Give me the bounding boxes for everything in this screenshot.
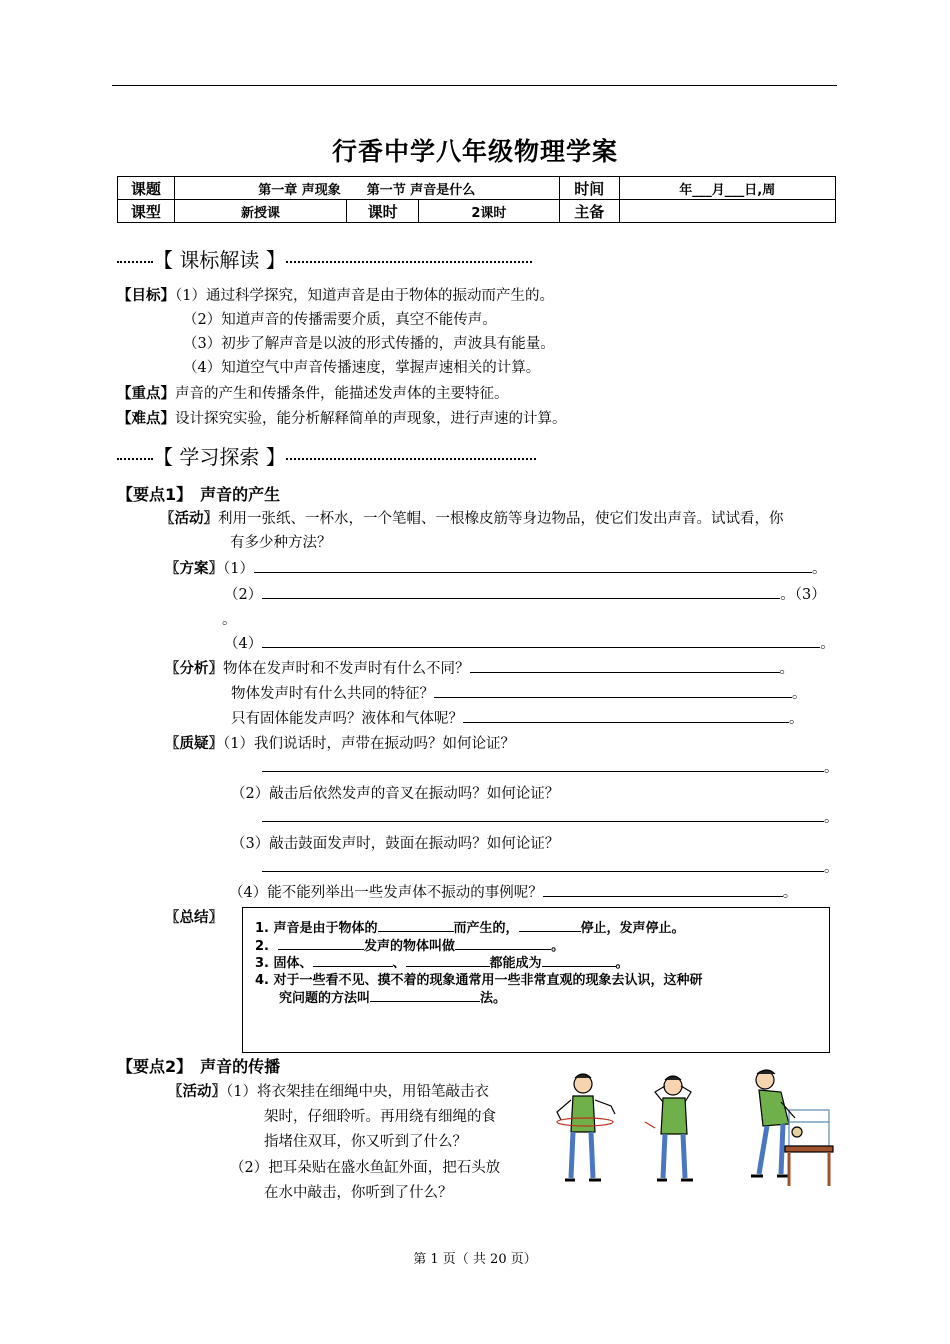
section-header-2	[117, 441, 536, 470]
label-hours: 课时	[347, 200, 419, 223]
analysis-2: 物体发声时有什么共同的特征？	[231, 686, 434, 702]
summary-line-5: 究问题的方法叫 法。	[279, 987, 506, 1006]
lesson-info-table	[117, 176, 836, 223]
goal-4: （4）知道空气中声音传播速度，掌握声速相关的计算。	[183, 360, 541, 376]
analysis-3-blank[interactable]	[463, 708, 789, 723]
listening-experiment-illustration	[545, 1062, 835, 1192]
plan-2-blank[interactable]	[262, 584, 780, 599]
label-time: 时间	[559, 177, 619, 200]
label-lead: 主备	[559, 200, 619, 223]
section-title-1: 【 课标解读 】	[153, 248, 286, 272]
label-activity-2: 〖活动〗	[168, 1084, 226, 1100]
goal-1: （1）通过科学探究，知道声音是由于物体的振动而产生的。	[175, 288, 554, 304]
hours-value: 2课时	[418, 200, 559, 223]
label-plan: 〖方案〗	[165, 561, 223, 577]
analysis-1-blank[interactable]	[470, 658, 780, 673]
question-2-blank[interactable]	[262, 807, 824, 822]
section-title-2: 【 学习探索 】	[153, 445, 286, 469]
activity-1-line-2: 有多少种方法？	[230, 535, 332, 551]
label-hard: 【难点】	[117, 411, 175, 427]
plan-2: （2）	[224, 587, 263, 603]
summary-line-2: 2. 发声的物体叫做 。	[255, 935, 564, 954]
label-key: 【重点】	[117, 386, 175, 402]
analysis-2-blank[interactable]	[434, 683, 792, 698]
topic-value: 第一章 声现象 第一节 声音是什么	[174, 177, 559, 200]
page-title: 行香中学八年级物理学案	[331, 137, 618, 166]
summary-line-1: 1. 声音是由于物体的 而产生的， 停止，发声停止。	[255, 917, 685, 936]
question-3-blank[interactable]	[262, 857, 824, 872]
plan-4: （4）	[224, 636, 263, 652]
page-footer: 第 1 页（ 共 20 页）	[413, 1252, 537, 1267]
question-1-blank[interactable]	[262, 757, 824, 772]
plan-4-blank[interactable]	[262, 633, 820, 648]
question-4-blank[interactable]	[543, 882, 783, 897]
point-2-heading: 【要点2】 声音的传播	[117, 1057, 281, 1076]
question-1: （1）我们说话时，声带在振动吗？如何论证？	[223, 736, 515, 752]
hard-point: 设计探究实验，能分析解释简单的声现象，进行声速的计算。	[175, 411, 567, 427]
activity-2-line-1: （1）将衣架挂在细绳中央，用铅笔敲击衣	[226, 1084, 489, 1100]
plan-3-period: 。	[222, 612, 237, 628]
analysis-3: 只有固体能发声吗？液体和气体呢？	[231, 711, 463, 727]
activity-2-line-4: （2）把耳朵贴在盛水鱼缸外面，把石头放	[230, 1160, 501, 1176]
summary-box	[242, 907, 830, 1053]
summary-line-4: 4. 对于一些看不见、摸不着的现象通常用一些非常直观的现象去认识，这种研	[255, 973, 703, 988]
header-rule	[112, 85, 837, 86]
label-summary: 〖总结〗	[165, 910, 223, 926]
activity-2-line-2: 架时，仔细聆听。再用绕有细绳的食	[264, 1109, 496, 1125]
plan-1-blank[interactable]	[254, 558, 812, 573]
label-topic: 课题	[118, 177, 175, 200]
section-header-1	[117, 244, 532, 273]
lead-value	[619, 200, 835, 223]
plan-3: 。（3）	[780, 587, 826, 603]
activity-2-line-3: 指堵住双耳，你又听到了什么？	[264, 1134, 467, 1150]
summary-line-3: 3. 固体、 、 都能成为 。	[255, 952, 629, 971]
time-value: 年___月___日,周	[619, 177, 835, 200]
question-2: （2）敲击后依然发声的音叉在振动吗？如何论证？	[231, 786, 560, 802]
question-3: （3）敲击鼓面发声时，鼓面在振动吗？如何论证？	[231, 836, 560, 852]
goal-3: （3）初步了解声音是以波的形式传播的，声波具有能量。	[183, 336, 555, 352]
label-type: 课型	[118, 200, 175, 223]
point-1-heading: 【要点1】 声音的产生	[117, 485, 281, 504]
label-question: 〖质疑〗	[165, 736, 223, 752]
activity-1-line-1: 利用一张纸、一杯水，一个笔帽、一根橡皮筋等身边物品，使它们发出声音。试试看，你	[218, 511, 784, 527]
label-activity-1: 〖活动〗	[160, 511, 218, 527]
label-goal: 【目标】	[117, 288, 175, 304]
activity-2-line-5: 在水中敲击，你听到了什么？	[264, 1185, 453, 1201]
key-point: 声音的产生和传播条件，能描述发声体的主要特征。	[175, 386, 509, 402]
question-4: （4）能不能列举出一些发声体不振动的事例呢？	[229, 885, 543, 901]
plan-1: （1）	[223, 561, 254, 577]
type-value: 新授课	[174, 200, 347, 223]
goal-2: （2）知道声音的传播需要介质，真空不能传声。	[183, 312, 497, 328]
analysis-1: 物体在发声时和不发声时有什么不同？	[223, 661, 470, 677]
label-analysis: 〖分析〗	[165, 661, 223, 677]
